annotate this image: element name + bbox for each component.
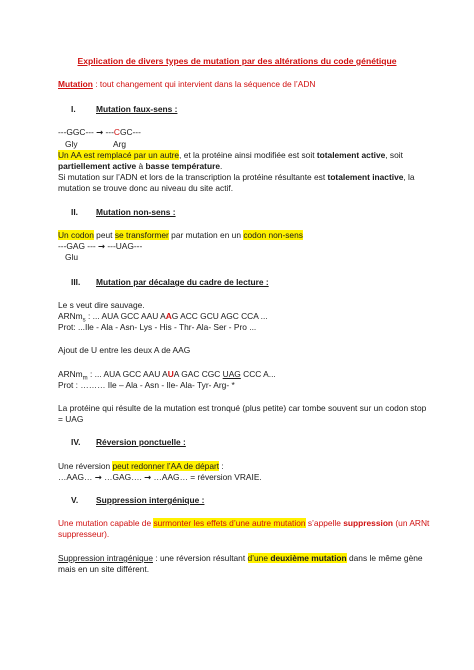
section-3-number: III. bbox=[71, 277, 81, 287]
highlight-bold: deuxième mutation bbox=[270, 553, 347, 563]
seq-part: GC--- bbox=[72, 127, 94, 137]
text: ARNm bbox=[58, 369, 83, 379]
highlight: surmonter les effets d’une autre mutation bbox=[153, 518, 306, 528]
paragraph-line: Ajout de U entre les deux A de AAG bbox=[58, 345, 191, 355]
page-title: Explication de divers types de mutation par des altérations du code génétique bbox=[77, 56, 397, 66]
definition-term: Mutation bbox=[58, 79, 93, 89]
definition-line bbox=[58, 79, 315, 90]
highlight: codon non-sens bbox=[243, 230, 303, 240]
paragraph-line bbox=[58, 161, 222, 172]
bold-text: basse température bbox=[145, 161, 220, 171]
subscript: m bbox=[82, 375, 88, 382]
paragraph-line bbox=[58, 518, 429, 529]
highlight: peut redonner l’AA de départ bbox=[112, 461, 220, 471]
text: …AAG… bbox=[58, 472, 95, 482]
text: Si mutation sur l’ADN et lors de la transcription la protéine résultante est bbox=[58, 172, 328, 182]
text: : une réversion résultant bbox=[152, 553, 248, 563]
subscript: s bbox=[82, 317, 86, 324]
paragraph-line: suppresseur). bbox=[58, 529, 110, 539]
paragraph-line bbox=[58, 150, 403, 161]
bold-text: totalement inactive bbox=[327, 172, 404, 182]
protein-mutant-line: Prot : ……… Ile – Ala - Asn - Ile- Ala- Tyr- Arg- * bbox=[58, 380, 235, 390]
amino-acid-arg: Arg bbox=[113, 139, 127, 149]
section-1-heading: Mutation faux-sens : bbox=[96, 104, 178, 114]
highlight: Un AA est remplacé par un autre bbox=[58, 150, 180, 160]
section-5-number: V. bbox=[71, 495, 79, 505]
sequence-line-1 bbox=[58, 127, 141, 138]
seq-part: ---UAG--- bbox=[105, 241, 143, 251]
text: A GAC CGC bbox=[173, 369, 223, 379]
text: CCC A... bbox=[240, 369, 276, 379]
amino-acid-gly: Gly bbox=[65, 139, 78, 149]
text: . bbox=[220, 161, 223, 171]
text: , et la protéine ainsi modifiée est soit bbox=[179, 150, 317, 160]
text: …AAG… = réversion VRAIE. bbox=[151, 472, 262, 482]
seq-part: GC--- bbox=[119, 127, 141, 137]
text: : ... AUA GCC AAU A bbox=[87, 369, 168, 379]
text: , la bbox=[403, 172, 415, 182]
text: ARNm bbox=[58, 311, 83, 321]
text: (un ARNt bbox=[393, 518, 430, 528]
paragraph-line bbox=[58, 172, 415, 183]
seq-mutated-base: C bbox=[113, 127, 120, 137]
protein-wild-line: Prot: ...Ile - Ala - Asn- Lys - His - Thr- Ala- Ser - Pro ... bbox=[58, 322, 257, 332]
text: par mutation en un bbox=[168, 230, 244, 240]
highlight: Un codon bbox=[58, 230, 94, 240]
arrow-right-icon: → bbox=[96, 127, 104, 137]
text: Une réversion bbox=[58, 461, 113, 471]
section-1-number: I. bbox=[71, 104, 76, 114]
section-4-heading: Réversion ponctuelle : bbox=[96, 437, 186, 447]
text: …GAG…. bbox=[101, 472, 145, 482]
text: peut bbox=[93, 230, 115, 240]
definition-text: : tout changement qui intervient dans la séquence de l’ADN bbox=[92, 79, 316, 89]
stop-codon: UAG bbox=[222, 369, 241, 379]
text: : bbox=[219, 461, 224, 471]
arrow-right-icon: → bbox=[144, 472, 152, 482]
amino-acid-glu: Glu bbox=[65, 252, 79, 262]
paragraph-line bbox=[58, 230, 303, 241]
sequence-line-2 bbox=[58, 241, 142, 252]
text: , soit bbox=[385, 150, 403, 160]
red-base: U bbox=[167, 369, 174, 379]
text: à bbox=[136, 161, 146, 171]
paragraph-line bbox=[58, 553, 423, 564]
text: G ACC GCU AGC CCA ... bbox=[171, 311, 268, 321]
paragraph-line: La protéine qui résulte de la mutation est tronqué (plus petite) car tombe souvent sur un codon stop bbox=[58, 403, 427, 413]
paragraph-line: mais en un site différent. bbox=[58, 564, 150, 574]
paragraph-line bbox=[58, 461, 224, 472]
seq-part: ---G bbox=[58, 127, 73, 137]
paragraph-line: mutation se trouve donc au niveau du site actif. bbox=[58, 183, 234, 193]
section-4-number: IV. bbox=[71, 437, 81, 447]
seq-part: ---GAG --- bbox=[58, 241, 99, 251]
arrow-right-icon: → bbox=[94, 472, 102, 482]
reversion-line bbox=[58, 472, 262, 483]
red-base: A bbox=[165, 311, 172, 321]
paragraph-line: = UAG bbox=[58, 414, 84, 424]
bold-text: totalement active bbox=[316, 150, 386, 160]
section-5-heading: Suppression intergénique : bbox=[96, 495, 205, 505]
section-2-heading: Mutation non-sens : bbox=[96, 207, 176, 217]
highlight: d’une bbox=[247, 553, 271, 563]
underlined-term: Suppression intragénique bbox=[58, 553, 153, 563]
arrow-right-icon: → bbox=[98, 241, 106, 251]
text: dans le même gène bbox=[346, 553, 423, 563]
seq-part: --- bbox=[103, 127, 114, 137]
section-3-heading: Mutation par décalage du cadre de lecture : bbox=[96, 277, 269, 287]
text: : ... AUA GCC AAU A bbox=[85, 311, 166, 321]
paragraph-line: Le s veut dire sauvage. bbox=[58, 300, 145, 310]
highlight: se transformer bbox=[114, 230, 169, 240]
bold-text: partiellement active bbox=[58, 161, 137, 171]
section-2-number: II. bbox=[71, 207, 78, 217]
text: Une mutation capable de bbox=[58, 518, 154, 528]
bold-text: suppression bbox=[343, 518, 394, 528]
text: s’appelle bbox=[305, 518, 344, 528]
